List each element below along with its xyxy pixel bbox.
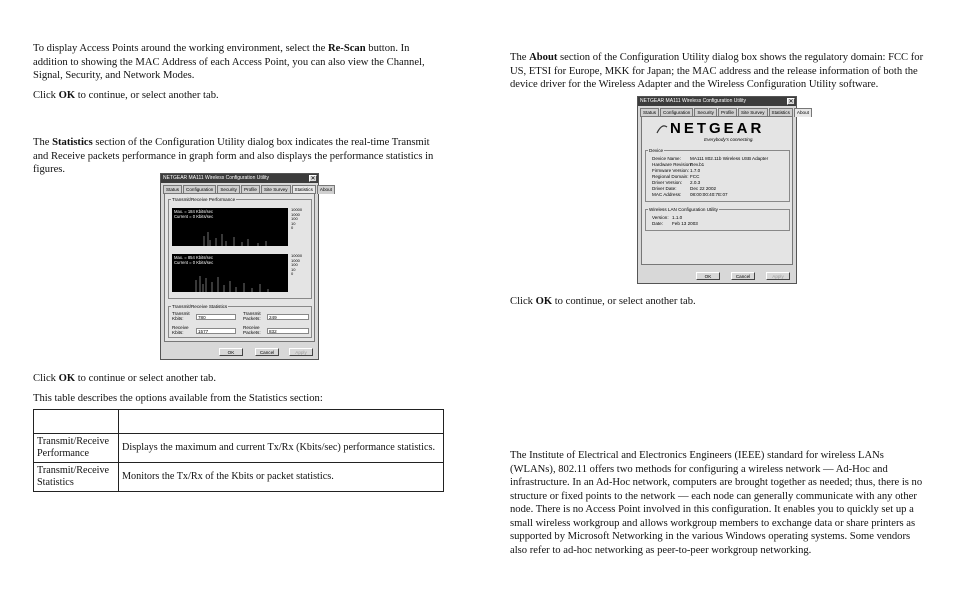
table-header-row xyxy=(34,410,444,434)
table-cell-option: Transmit/Receive Performance xyxy=(34,434,119,463)
close-icon[interactable]: ✕ xyxy=(310,176,316,182)
receive-graph-bars xyxy=(172,254,288,292)
tab-statistics[interactable]: Statistics xyxy=(769,108,793,117)
device-row: Device Name: MA111 802.11b Wireless USB Adapter xyxy=(652,156,769,161)
rx-packets-label: Receive Packets: xyxy=(243,325,261,335)
about-panel xyxy=(641,116,793,265)
apply-button[interactable]: Apply xyxy=(289,348,313,356)
about-paragraph: The About section of the Configuration Utility dialog box shows the regulatory domain: FCC for US, ETSI for Europe, MKK for Japan; the MAC address and the release information of both the device driver for the Wireless Adapter and the Wireless Configuration Utility software. xyxy=(510,52,924,90)
tx-kbits-label: Transmit Kbits: xyxy=(172,311,190,321)
utility-row: Date: Feb 13 2003 xyxy=(652,221,698,226)
rx-max-label: Max. = 854 Kbits/sec xyxy=(174,255,213,260)
table-cell-description: Displays the maximum and current Tx/Rx (Kbits/sec) performance statistics. xyxy=(119,434,444,463)
table-cell-option: Transmit/Receive Statistics xyxy=(34,463,119,492)
close-icon[interactable]: ✕ xyxy=(788,99,794,105)
netgear-swoosh-icon xyxy=(656,123,668,135)
apply-button[interactable]: Apply xyxy=(766,272,790,280)
device-row: Regional Domain:FCC xyxy=(652,174,700,179)
receive-graph xyxy=(172,254,288,292)
utility-row: Version: 1.1.0 xyxy=(652,215,683,220)
performance-group xyxy=(168,199,312,299)
device-group-label: Device xyxy=(649,148,664,153)
statistics-dialog xyxy=(160,173,332,360)
device-group xyxy=(645,150,790,202)
tab-statistics[interactable]: Statistics xyxy=(292,185,316,194)
tx-current-label: Current = 0 Kbits/sec xyxy=(174,214,214,219)
table-intro: This table describes the options available from the Statistics section: xyxy=(33,392,323,404)
device-row: MAC Address: 08:00:00:40:7E:07 xyxy=(652,192,728,197)
performance-group-label: Transmit/Receive Performance xyxy=(172,197,236,202)
device-row: Driver Date: Dec 22 2002 xyxy=(652,186,717,191)
tab-site-survey[interactable]: Site Survey xyxy=(738,108,768,117)
statistics-paragraph: The Statistics section of the Configuration Utility dialog box indicates the real-time Transmit and Receive packets performance in graph form and also displays the performance statistics in figures. xyxy=(33,137,434,175)
ok-instruction-3: Click OK to continue, or select another tab. xyxy=(510,296,696,307)
transmit-graph-bars xyxy=(172,208,288,246)
table-row xyxy=(34,463,444,492)
tab-about[interactable]: About xyxy=(317,185,335,194)
transmit-scale: 10000 1000 100 10 0 xyxy=(291,207,303,231)
tab-security[interactable]: Security xyxy=(694,108,717,117)
table-cell-description: Monitors the Tx/Rx of the Kbits or packet statistics. xyxy=(119,463,444,492)
utility-group-label: Wireless LAN Configuration Utility xyxy=(649,207,718,212)
dialog-titlebar: NETGEAR MA111 Wireless Configuration Utility ✕ xyxy=(638,97,796,106)
right-column-middle xyxy=(510,295,924,309)
about-dialog xyxy=(637,96,809,284)
tab-security[interactable]: Security xyxy=(217,185,240,194)
right-column xyxy=(510,51,924,92)
device-row: Hardware Revision:Rev.b1 xyxy=(652,162,705,167)
netgear-logo: NETGEAR xyxy=(670,120,765,137)
transmit-graph xyxy=(172,208,288,246)
tab-site-survey[interactable]: Site Survey xyxy=(261,185,291,194)
table-row xyxy=(34,434,444,463)
netgear-tagline: Everybody's connecting. xyxy=(704,137,754,142)
tx-kbits-field: 780 xyxy=(196,314,236,320)
dialog-titlebar: NETGEAR MA111 Wireless Configuration Utility ✕ xyxy=(161,174,318,183)
left-column xyxy=(33,42,443,177)
device-row: Driver Version: 2.0.3 xyxy=(652,180,701,185)
tab-profile[interactable]: Profile xyxy=(241,185,260,194)
rx-kbits-label: Receive Kbits: xyxy=(172,325,189,335)
ok-instruction-1: Click OK to continue, or select another tab. xyxy=(33,89,219,101)
right-column-lower xyxy=(510,449,924,557)
tx-max-label: Max. = 184 Kbits/sec xyxy=(174,209,213,214)
tab-about[interactable]: About xyxy=(794,108,812,117)
tx-packets-field: 249 xyxy=(267,314,309,320)
cancel-button[interactable]: Cancel xyxy=(731,272,755,280)
ieee-paragraph: The Institute of Electrical and Electronics Engineers (IEEE) standard for wireless LANs (WLANs), 802.11 offers two methods for configuring a wireless network — Ad-Hoc and infrastructure. In an Ad-Hoc network, computers are brought together as needed; thus, there is no structure or fixed points to the network — each node can generally communicate with any other node. There is no Access Point involved in this configuration. It enables you to quickly set up a small wireless workgroup and allows workgroup members to exchange data or share printers as supported by Microsoft Networking in the various Windows operating systems. Some vendors also refer to ad-hoc networking as peer-to-peer workgroup networking. xyxy=(510,450,923,556)
tab-configuration[interactable]: Configuration xyxy=(660,108,693,117)
cancel-button[interactable]: Cancel xyxy=(255,348,279,356)
statistics-group xyxy=(168,306,312,338)
statistics-panel xyxy=(164,193,315,342)
ok-button[interactable]: OK xyxy=(696,272,720,280)
rx-kbits-field: 1577 xyxy=(196,328,236,334)
left-column-lower xyxy=(33,372,445,492)
rescan-paragraph: To display Access Points around the working environment, select the Re-Scan button. In addition to showing the MAC Address of each Access Point, you can also view the Channel, Signal, Security, and Network Modes. xyxy=(33,43,425,81)
statistics-group-label: Transmit/Receive Statistics xyxy=(172,304,228,309)
receive-scale: 10000 1000 100 10 0 xyxy=(291,253,303,277)
device-row: Firmware Version:1.7.0 xyxy=(652,168,701,173)
utility-group xyxy=(645,209,790,231)
rx-packets-field: 832 xyxy=(267,328,309,334)
statistics-options-table xyxy=(33,409,444,492)
tab-status[interactable]: Status xyxy=(640,108,659,117)
tab-status[interactable]: Status xyxy=(163,185,182,194)
tx-packets-label: Transmit Packets: xyxy=(243,311,261,321)
ok-instruction-2: Click OK to continue or select another tab. xyxy=(33,373,216,384)
tab-configuration[interactable]: Configuration xyxy=(183,185,216,194)
rx-current-label: Current = 0 Kbits/sec xyxy=(174,260,214,265)
tab-profile[interactable]: Profile xyxy=(718,108,737,117)
ok-button[interactable]: OK xyxy=(219,348,243,356)
